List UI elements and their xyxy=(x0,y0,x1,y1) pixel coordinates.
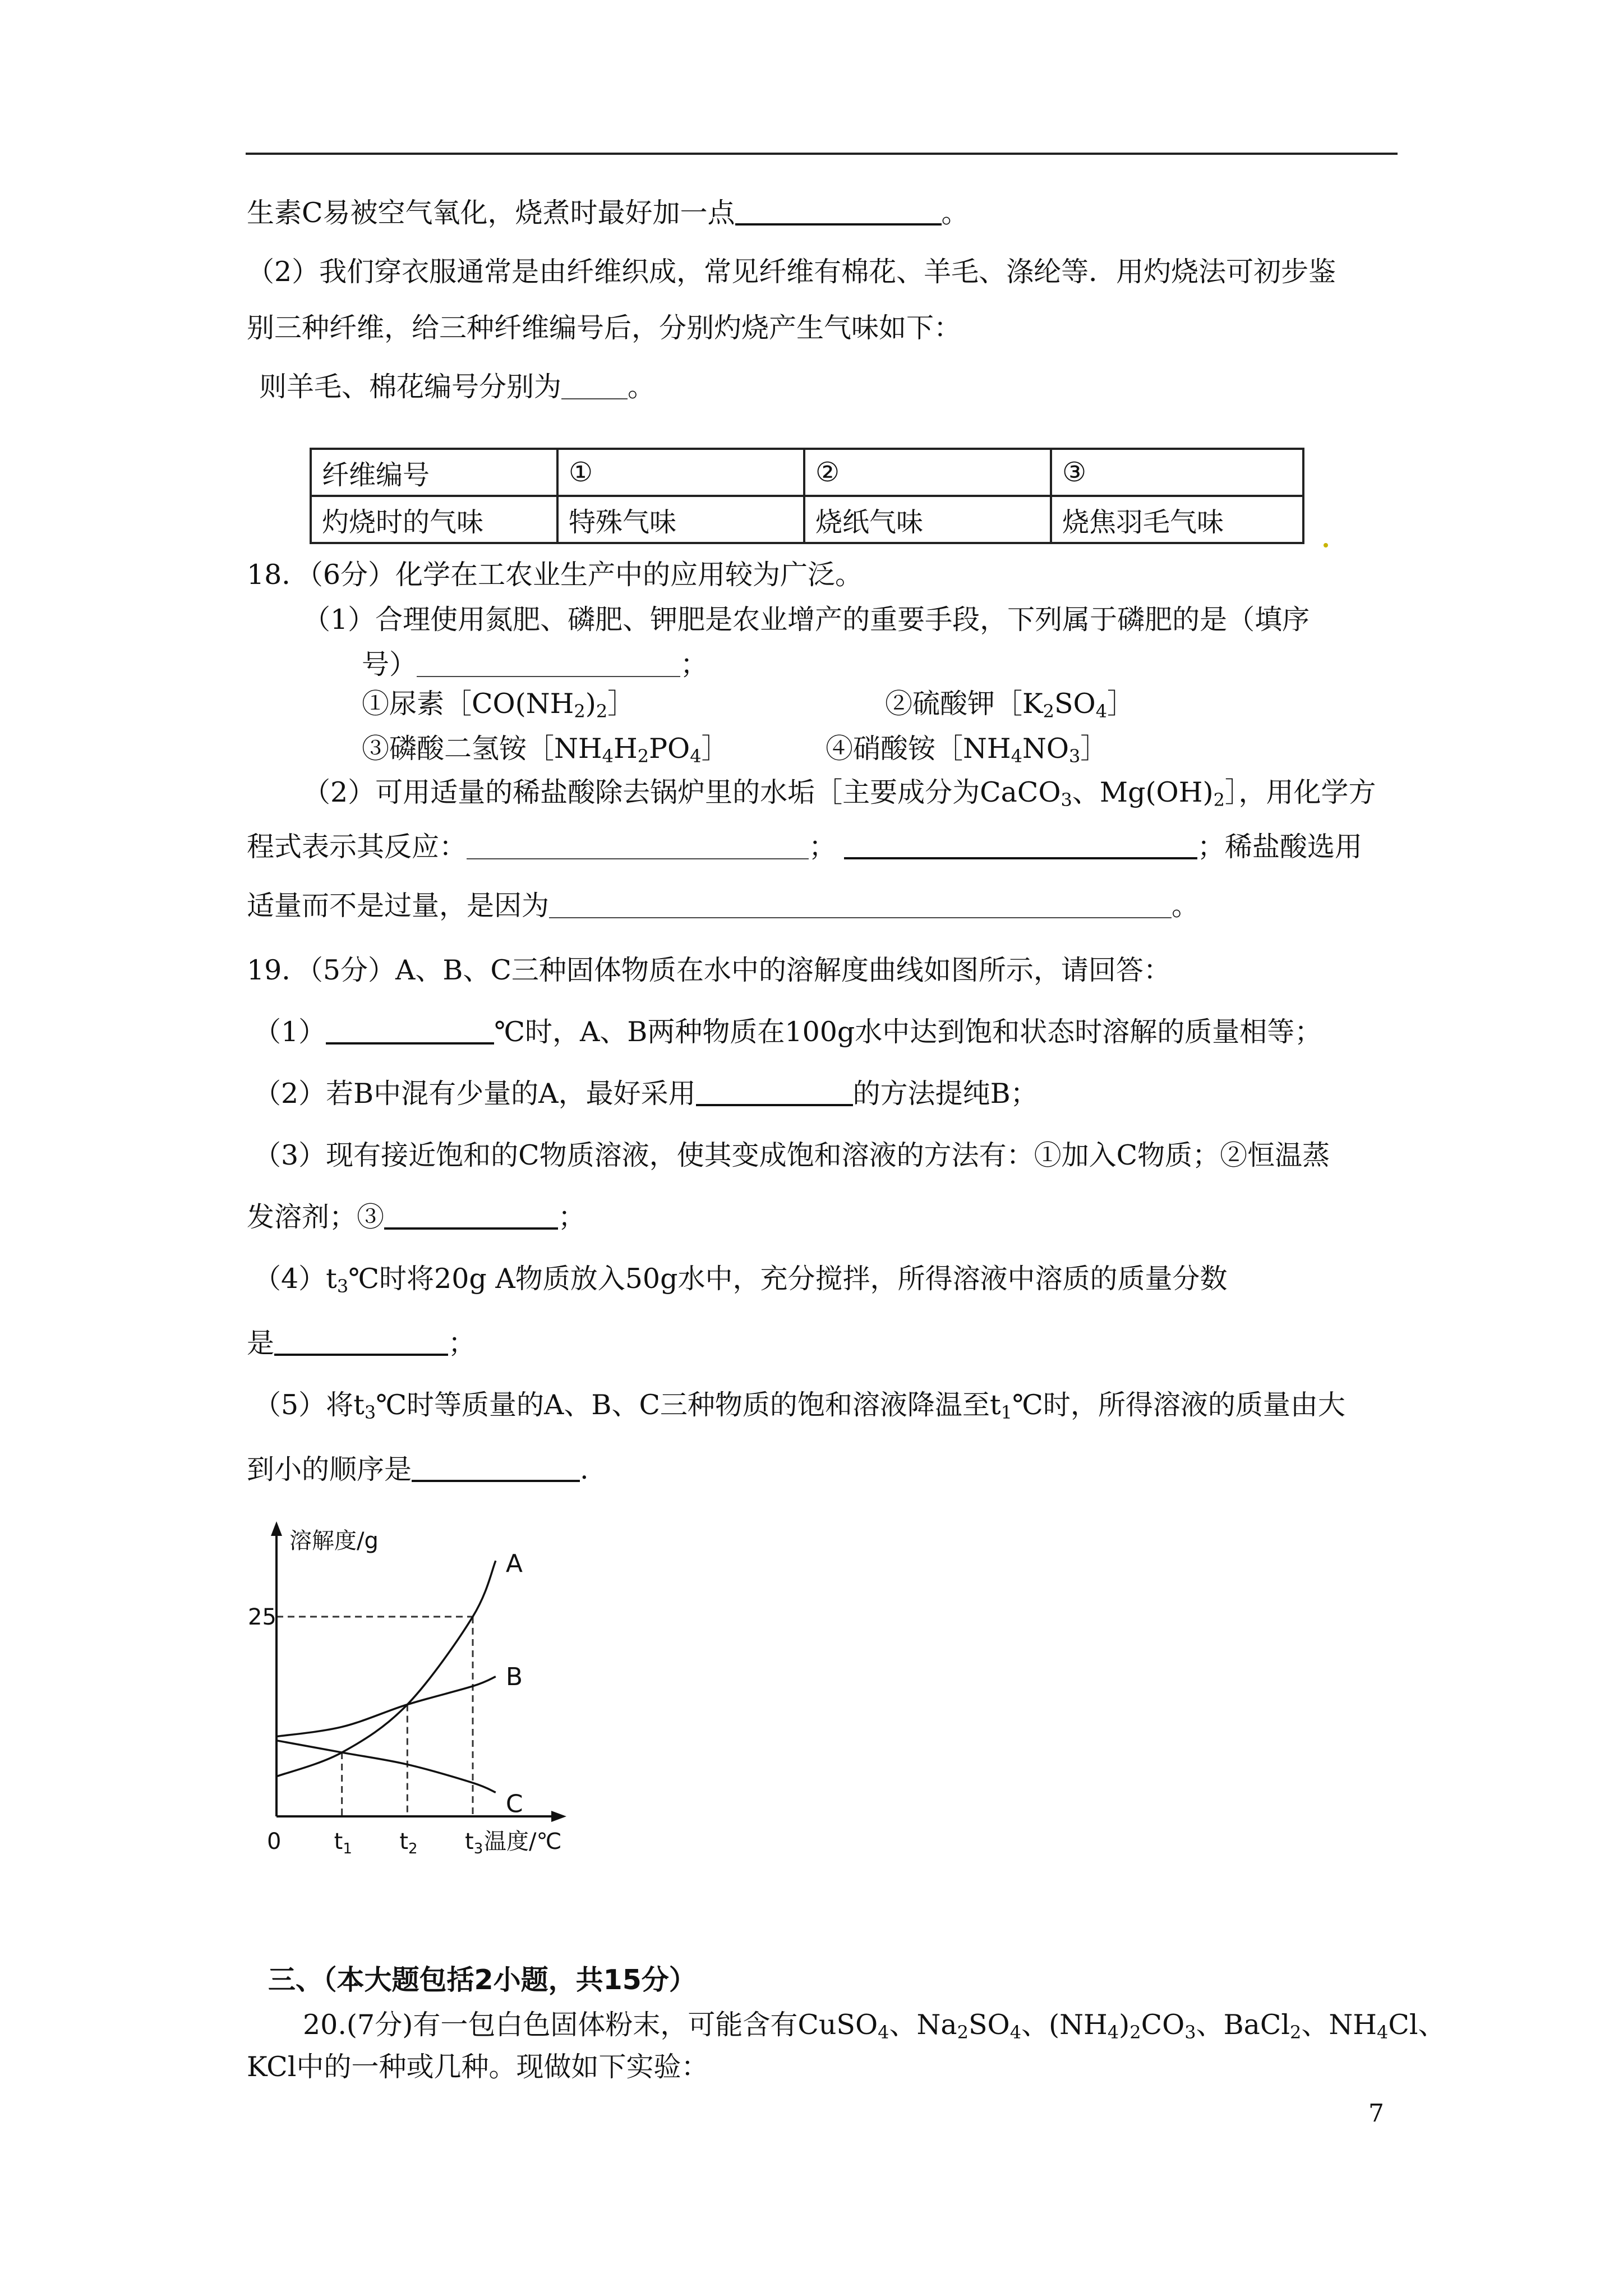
answer-blank[interactable] xyxy=(384,1203,558,1230)
x-tick-sub: 1 xyxy=(343,1841,352,1857)
option-2: ②硫酸钾$[K_2SO_4]$ xyxy=(885,688,1135,722)
series-label-b: B xyxy=(505,1662,523,1691)
table-row xyxy=(311,496,1303,543)
answer-blank[interactable] xyxy=(417,651,680,677)
text-line: 生素C易被空气氧化，烧煮时最好加一点 。 xyxy=(247,197,969,229)
x-tick-label-t2: $t_2$ xyxy=(399,1829,418,1857)
header-rule xyxy=(246,153,1398,155)
text-line: 则羊毛、棉花编号分别为 。 xyxy=(259,371,656,403)
table-cell: ② xyxy=(804,449,1051,496)
fiber-table xyxy=(310,448,1304,544)
section-3-heading: 三、（本大题包括2小题，共15分） xyxy=(268,1964,697,1996)
text-line: （1）合理使用氮肥、磷肥、钾肥是农业增产的重要手段，下列属于磷肥的是（填序 xyxy=(303,604,1310,636)
option-4: ④硝酸铵$[NH_4NO_3]$ xyxy=(826,733,1108,767)
answer-blank[interactable] xyxy=(412,1455,580,1482)
series-label-a: A xyxy=(505,1549,523,1579)
question-18-title: 18．（6分）化学在工农业生产中的应用较为广泛。 xyxy=(247,559,863,591)
text-line: （1） ℃时，A、B两种物质在100g水中达到饱和状态时溶解的质量相等； xyxy=(253,1016,1322,1048)
answer-blank[interactable] xyxy=(549,892,1172,918)
table-row xyxy=(311,449,1303,496)
table-cell: 纤维编号 xyxy=(311,449,557,496)
text-line: $(4)t_3℃$时将20g A物质放入50g水中，充分搅拌，所得溶液中溶质的质量分数 xyxy=(253,1263,1228,1297)
text-line: 发溶剂；③ ； xyxy=(247,1201,586,1233)
answer-blank[interactable] xyxy=(696,1079,853,1106)
stray-mark xyxy=(1324,543,1328,547)
text-line: （5）将$t_3℃$时等质量的A、B、C三种物质的饱和溶液降温至$t_1℃$时，所得溶液的质量由大 xyxy=(253,1389,1345,1423)
y-axis-label: 溶解度/g xyxy=(289,1528,379,1554)
table-cell: ① xyxy=(557,449,804,496)
x-tick-label-t1: $t_1$ xyxy=(334,1829,352,1857)
y-tick-label: 25 xyxy=(248,1604,276,1630)
origin-label: 0 xyxy=(267,1829,282,1855)
text-line: 是 ； xyxy=(247,1327,476,1359)
option-1: ①尿素$[CO(NH_2)_2]$ xyxy=(362,688,635,722)
text-line: （2）我们穿衣服通常是由纤维织成，常见纤维有棉花、羊毛、涤纶等．用灼烧法可初步鉴 xyxy=(247,256,1336,288)
table-cell: 特殊气味 xyxy=(557,496,804,543)
text-line: （2）可用适量的稀盐酸除去锅炉里的水垢［主要成分为CaCO$_3$、$Mg(OH)_2]$，用化学方 xyxy=(303,776,1376,811)
x-tick-sub: 2 xyxy=(408,1841,418,1857)
text-line: 号） ； xyxy=(362,648,708,680)
answer-blank[interactable] xyxy=(467,834,809,859)
table-cell: 烧焦羽毛气味 xyxy=(1051,496,1303,543)
option-3: ③磷酸二氢铵$[NH_4H_2PO_4]$ xyxy=(362,733,729,767)
table-cell: 灼烧时的气味 xyxy=(311,496,557,543)
x-tick-label-t3: $t_3$ xyxy=(465,1829,483,1857)
text-line: 别三种纤维，给三种纤维编号后，分别灼烧产生气味如下： xyxy=(247,312,962,344)
text-line: （2）若B中混有少量的A，最好采用 的方法提纯B； xyxy=(253,1078,1038,1110)
answer-blank[interactable] xyxy=(844,832,1197,859)
text-line: 程式表示其反应： ； ；稀盐酸选用 xyxy=(247,831,1363,863)
x-axis-label: 温度/℃ xyxy=(484,1829,562,1855)
answer-blank[interactable] xyxy=(561,374,628,399)
answer-blank[interactable] xyxy=(326,1018,494,1045)
solubility-chart xyxy=(246,1513,582,1878)
answer-blank[interactable] xyxy=(735,199,942,226)
chart-background xyxy=(246,1513,582,1878)
text-line: KCl中的一种或几种。现做如下实验： xyxy=(247,2051,709,2083)
table-cell: ③ xyxy=(1051,449,1303,496)
text-line: 适量而不是过量，是因为 。 xyxy=(247,890,1200,922)
answer-blank[interactable] xyxy=(274,1329,448,1356)
question-20-title: 20.(7分)有一包白色固体粉末，可能含有CuSO$_4$、$Na_2SO_4$、$(NH_4)_2CO_3$、BaCl$_2$、$NH_4Cl$、 xyxy=(303,2009,1446,2043)
question-19-title: 19．（5分）A、B、C三种固体物质在水中的溶解度曲线如图所示，请回答： xyxy=(247,954,1171,986)
table-cell: 烧纸气味 xyxy=(804,496,1051,543)
page-number: 7 xyxy=(1368,2099,1384,2128)
series-label-c: C xyxy=(505,1789,523,1819)
text-line: （3）现有接近饱和的C物质溶液，使其变成饱和溶液的方法有：①加入C物质；②恒温蒸 xyxy=(253,1139,1330,1171)
text-line: 到小的顺序是 . xyxy=(247,1453,589,1485)
x-tick-sub: 3 xyxy=(473,1841,483,1857)
